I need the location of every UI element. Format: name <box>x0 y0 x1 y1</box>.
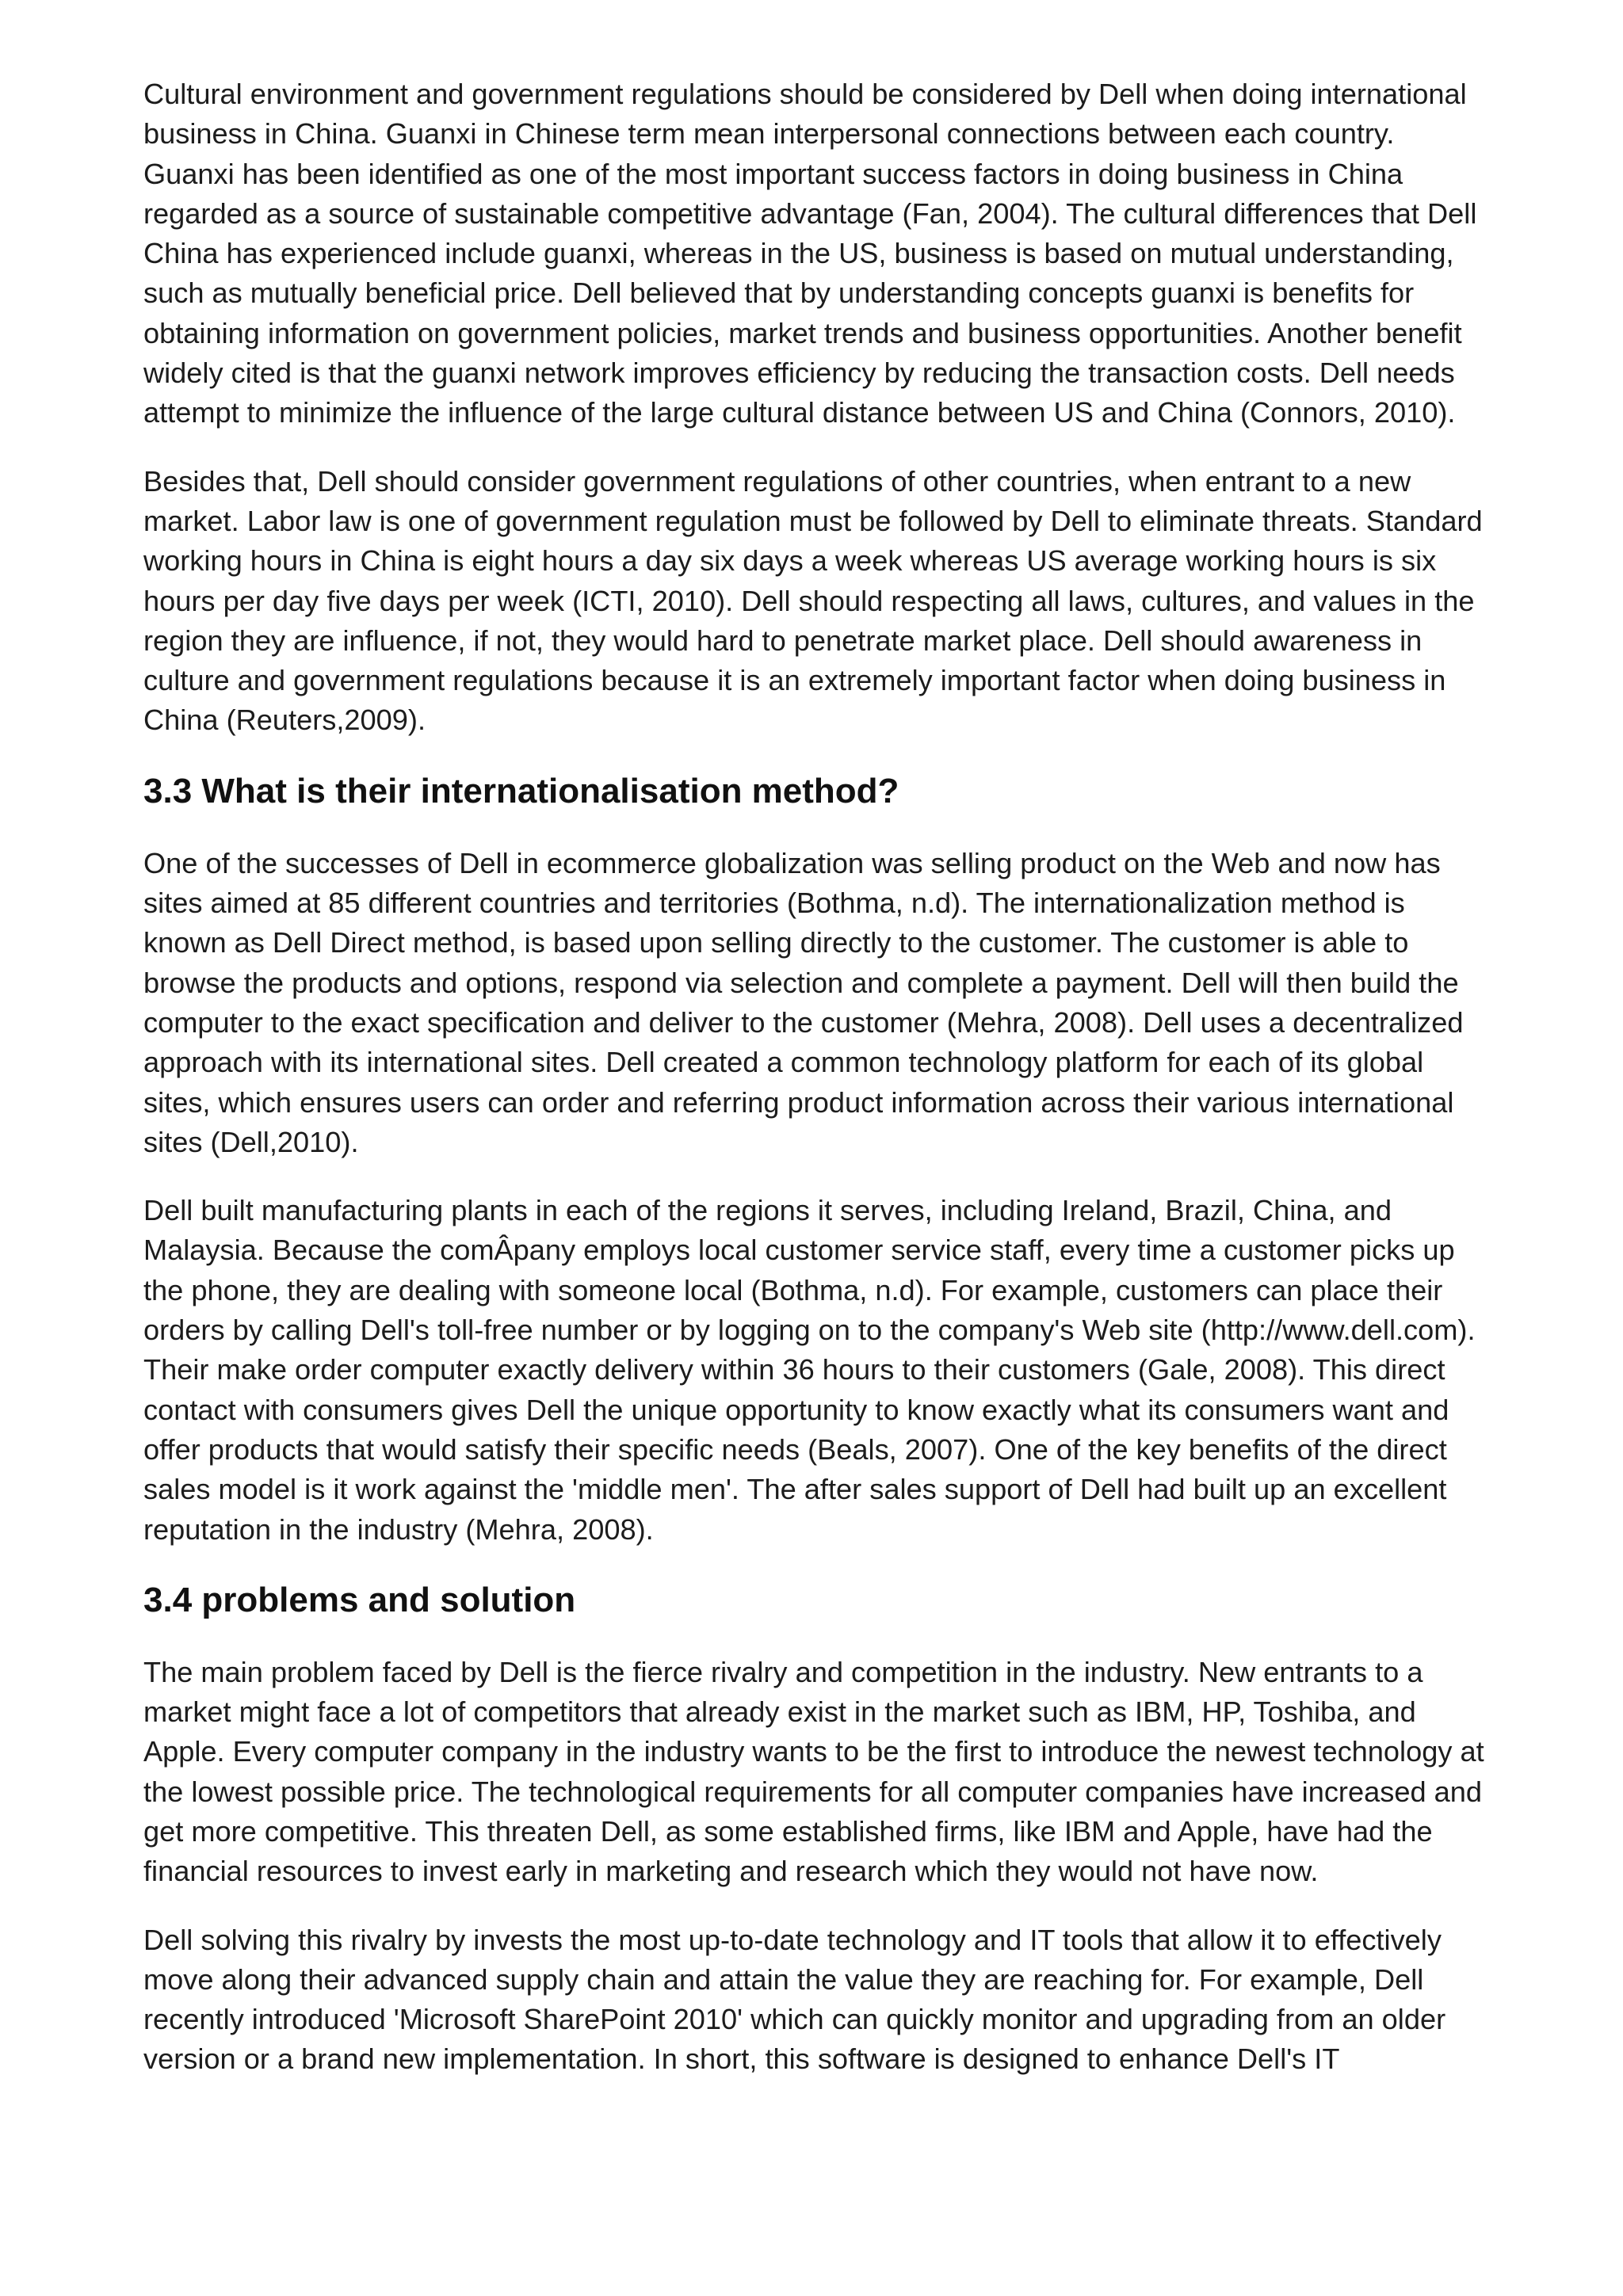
paragraph-dell-direct-method: One of the successes of Dell in ecommerce globalization was selling product on the Web and now has sites aimed at 85 different countries and territories (Bothma, n.d). The internationalization method is known as Dell Direct method, is based upon selling directly to the customer. The customer is able to browse the products and options, respond via selection and complete a payment. Dell will then build the computer to the exact specification and deliver to the customer (Mehra, 2008). Dell uses a decentralized approach with its international sites. Dell created a common technology platform for each of its global sites, which ensures users can order and referring product information across their various international sites (Dell,2010). <box>143 846 1464 1158</box>
paragraph-guanxi: Cultural environment and government regulations should be considered by Dell when doing international business in China. Guanxi in Chinese term mean interpersonal connections between each country. Guanxi has been identified as one of the most important success factors in doing business in China regarded as a source of sustainable competitive advantage (Fan, 2004). The cultural differences that Dell China has experienced include guanxi, whereas in the US, business is based on mutual understanding, such as mutually beneficial price. Dell believed that by understanding concepts guanxi is benefits for obtaining information on government policies, market trends and business opportunities. Another benefit widely cited is that the guanxi network improves efficiency by reducing the transaction costs. Dell needs attempt to minimize the influence of the large cultural distance between US and China (Connors, 2010). <box>143 78 1477 429</box>
paragraph-rivalry-solution: Dell solving this rivalry by invests the most up-to-date technology and IT tools that allow it to effectively move along their advanced supply chain and attain the value they are reaching for. For example, Dell recently introduced 'Microsoft SharePoint 2010' which can quickly monitor and upgrading from an older version or a brand new implementation. In short, this software is designed to enhance Dell's IT <box>143 1923 1446 2076</box>
paragraph-rivalry-problem: The main problem faced by Dell is the fierce rivalry and competition in the industry. New entrants to a market might face a lot of competitors that already exist in the market such as IBM, HP, Toshiba, and Apple. Every computer company in the industry wants to be the first to introduce the newest technology at the lowest possible price. The technological requirements for all computer companies have increased and get more competitive. This threaten Dell, as some established firms, like IBM and Apple, have had the financial resources to invest early in marketing and research which they would not have now. <box>143 1655 1484 1888</box>
document-body <box>143 74 1491 2108</box>
section-heading-internationalisation: 3.3 What is their internationalisation method? <box>143 771 899 810</box>
paragraph-manufacturing-plants: Dell built manufacturing plants in each of the regions it serves, including Ireland, Brazil, China, and Malaysia. Because the comÂpany employs local customer service staff, every time a customer picks up the phone, they are dealing with someone local (Bothma, n.d). For example, customers can place their orders by calling Dell's toll-free number or by logging on to the company's Web site (http://www.dell.com). Their make order computer exactly delivery within 36 hours to their customers (Gale, 2008). This direct contact with consumers gives Dell the unique opportunity to know exactly what its consumers want and offer products that would satisfy their specific needs (Beals, 2007). One of the key benefits of the direct sales model is it work against the 'middle men'. The after sales support of Dell had built up an excellent reputation in the industry (Mehra, 2008). <box>143 1194 1476 1546</box>
section-heading-problems-solution: 3.4 problems and solution <box>143 1580 576 1619</box>
paragraph-government-regulations: Besides that, Dell should consider government regulations of other countries, when entrant to a new market. Labor law is one of government regulation must be followed by Dell to eliminate threats. Standard working hours in China is eight hours a day six days a week whereas US average working hours is six hours per day five days per week (ICTI, 2010). Dell should respecting all laws, cultures, and values in the region they are influence, if not, they would hard to penetrate market place. Dell should awareness in culture and government regulations because it is an extremely important factor when doing business in China (Reuters,2009). <box>143 464 1483 737</box>
